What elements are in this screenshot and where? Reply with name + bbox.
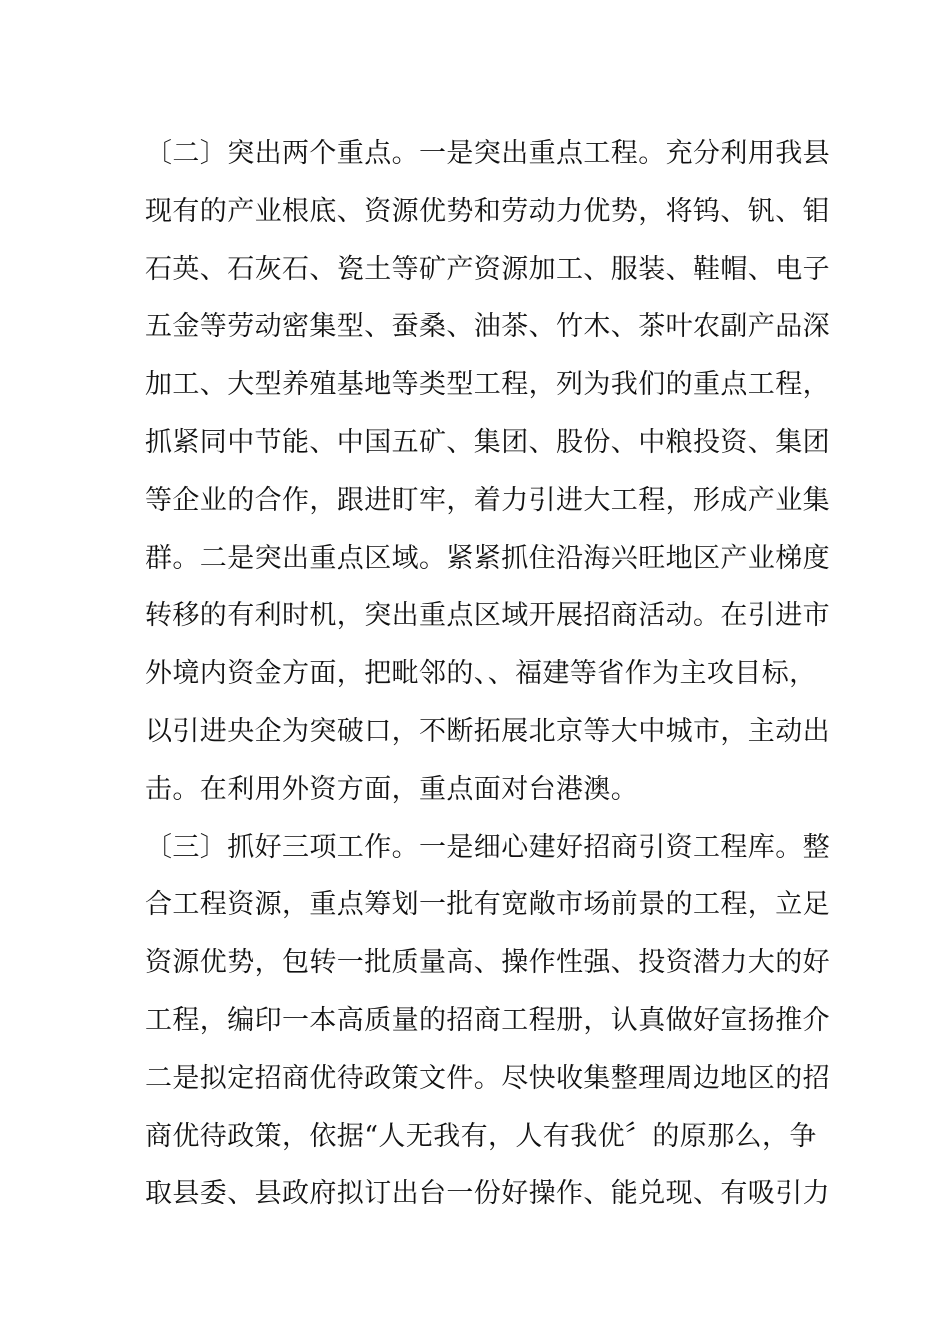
body-text [145,130,830,1228]
text-line: 五金等劳动密集型、蚕桑、油茶、竹木、茶叶农副产品深 [145,311,830,343]
text-line: 群。二是突出重点区域。紧紧抓住沿海兴旺地区产业梯度 [145,542,830,574]
text-line: 外境内资金方面，把毗邻的、、福建等省作为主攻目标， [145,658,817,690]
text-line: 以引进央企为突破口，不断拓展北京等大中城市，主动出 [145,715,830,747]
text-line: 现有的产业根底、资源优势和劳动力优势，将钨、钒、钼 [145,195,830,227]
text-line: 等企业的合作，跟进盯牢，着力引进大工程，形成产业集 [145,484,830,516]
text-line: 石英、石灰石、瓷土等矿产资源加工、服装、鞋帽、电子 [145,253,830,285]
text-line: 二是拟定招商优待政策文件。尽快收集整理周边地区的招 [145,1062,830,1094]
text-line: 资源优势，包转一批质量高、操作性强、投资潜力大的好 [145,947,830,979]
text-line: 加工、大型养殖基地等类型工程，列为我们的重点工程， [145,369,830,401]
text-line: 取县委、县政府拟订出台一份好操作、能兑现、有吸引力 [145,1178,830,1210]
text-line: 〔二〕突出两个重点。一是突出重点工程。充分利用我县 [145,138,830,169]
text-line: 抓紧同中节能、中国五矿、集团、股份、中粮投资、集团 [145,426,830,458]
text-line: 击。在利用外资方面，重点面对台港澳。 [145,773,639,805]
text-line: 工程，编印一本高质量的招商工程册，认真做好宣扬推介 [145,1004,830,1036]
text-line: 合工程资源，重点筹划一批有宽敞市场前景的工程，立足 [145,889,830,921]
text-line: 商优待政策，依据“人无我有，人有我优〞的原那么，争 [145,1120,817,1152]
text-line: 转移的有利时机，突出重点区域开展招商活动。在引进市 [145,600,830,632]
text-line: 〔三〕抓好三项工作。一是细心建好招商引资工程库。整 [145,831,830,863]
